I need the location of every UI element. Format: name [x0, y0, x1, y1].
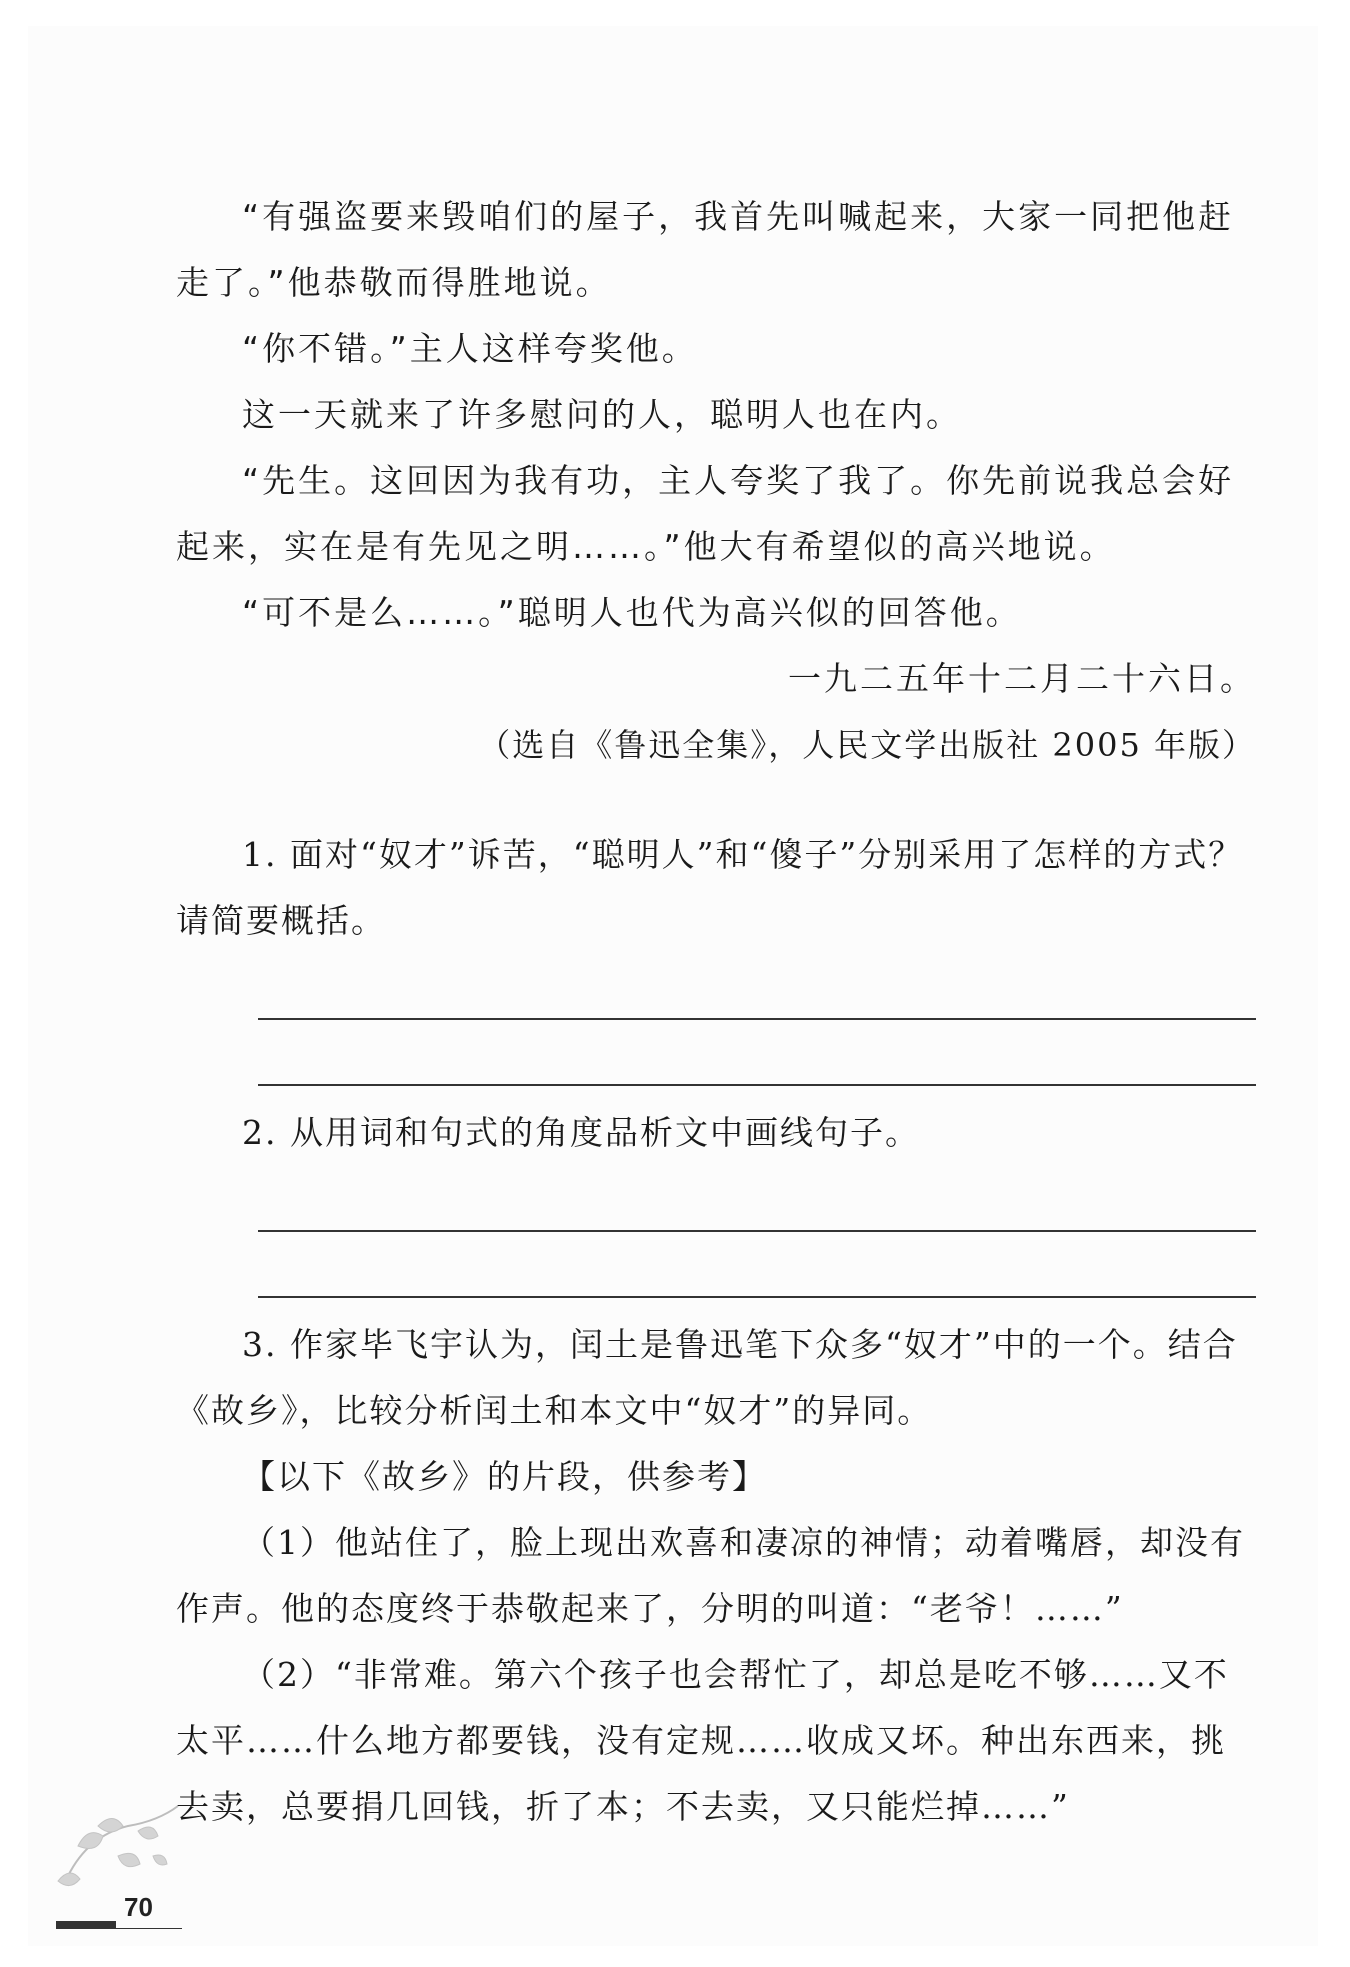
- story-paragraph: “有强盗要来毁咱们的屋子，我首先叫喊起来，大家一同把他赶走了。”他恭敬而得胜地说。: [176, 197, 1235, 302]
- story-paragraph: 这一天就来了许多慰问的人，聪明人也在内。: [242, 395, 962, 434]
- question-1: 1. 面对“奴才”诉苦，“聪明人”和“傻子”分别采用了怎样的方式？请简要概括。: [176, 835, 1244, 940]
- story-paragraph: “先生。这回因为我有功，主人夸奖了我了。你先前说我总会好起来，实在是有先见之明……。”他大有希望似的高兴地说。: [176, 461, 1235, 566]
- answer-line[interactable]: [258, 1020, 1256, 1086]
- answer-line[interactable]: [258, 1166, 1256, 1232]
- leaf-branch-icon: [48, 1796, 188, 1906]
- reference-title: 【以下《故乡》的片段，供参考】: [242, 1457, 767, 1496]
- question-3: 3. 作家毕飞宇认为，闰土是鲁迅笔下众多“奴才”中的一个。结合《故乡》，比较分析闰土和本文中“奴才”的异同。: [176, 1325, 1238, 1430]
- questions-section: [176, 822, 1256, 1840]
- story-date: 一九二五年十二月二十六日。: [788, 659, 1256, 698]
- story-excerpt: [176, 184, 1256, 778]
- reference-passage-2: （2）“非常难。第六个孩子也会帮忙了，却总是吃不够……又不太平……什么地方都要钱，没有定规……收成又坏。种出东西来，挑去卖，总要捐几回钱，折了本；不去卖，又只能烂掉……”: [176, 1655, 1229, 1826]
- reference-passage-1: （1）他站住了，脸上现出欢喜和凄凉的神情；动着嘴唇，却没有作声。他的态度终于恭敬起来了，分明的叫道：“老爷！……”: [176, 1523, 1245, 1628]
- source-citation: （选自《鲁迅全集》，人民文学出版社 2005 年版）: [478, 726, 1256, 764]
- question-2: 2. 从用词和句式的角度品析文中画线句子。: [242, 1113, 920, 1152]
- answer-line[interactable]: [258, 954, 1256, 1020]
- page-number: 70: [124, 1892, 153, 1922]
- answer-line[interactable]: [258, 1232, 1256, 1298]
- page-number-rule: [56, 1928, 182, 1929]
- answer-area-1[interactable]: [176, 954, 1256, 1086]
- answer-area-2[interactable]: [176, 1166, 1256, 1298]
- page: [28, 26, 1318, 1946]
- content: [176, 184, 1256, 1840]
- story-paragraph: “你不错。”主人这样夸奖他。: [242, 329, 698, 368]
- story-paragraph: “可不是么……。”聪明人也代为高兴似的回答他。: [242, 593, 1022, 632]
